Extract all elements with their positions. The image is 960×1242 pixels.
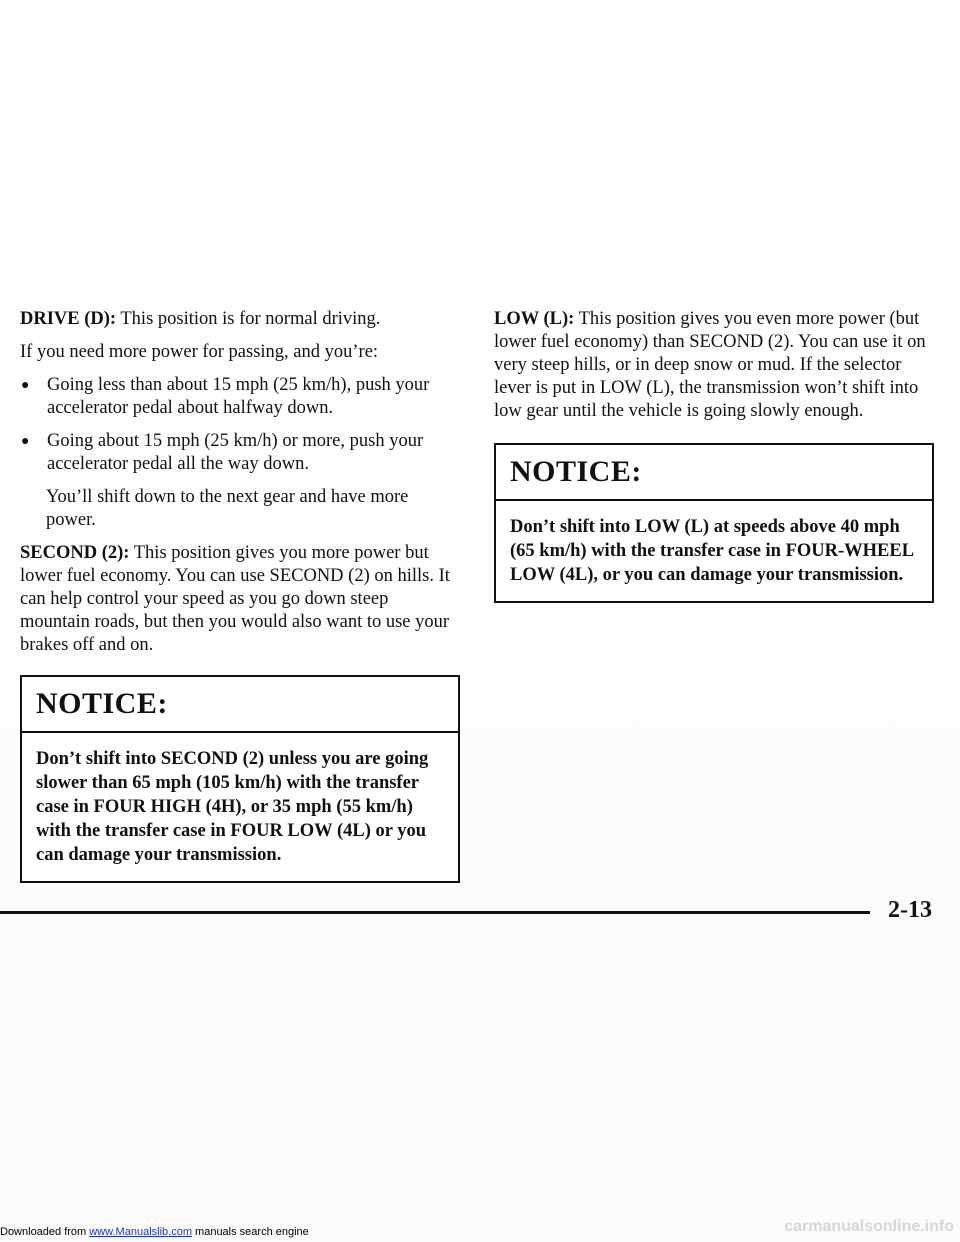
low-paragraph (494, 308, 934, 423)
left-column (20, 308, 460, 883)
bullet-text: Going about 15 mph (25 km/h) or more, push your accelerator pedal all the way down. (47, 431, 424, 474)
right-column (494, 308, 934, 603)
notice-text: Don’t shift into LOW (L) at speeds above 40 mph (65 km/h) with the transfer case in FOUR-WHEEL LOW (4L), or you can damage your transmission. (510, 517, 914, 585)
bullet-icon: ● (21, 434, 30, 449)
second-term: SECOND (2): (20, 543, 130, 563)
footer-prefix: Downloaded from (0, 1226, 90, 1238)
drive-text: This position is for normal driving. (116, 309, 381, 329)
notice-box-low (494, 443, 934, 603)
bullet-item (20, 430, 460, 476)
download-footer (0, 1226, 309, 1238)
low-term: LOW (L): (494, 309, 575, 329)
footer-suffix: manuals search engine (191, 1226, 309, 1238)
bullet-icon: ● (21, 378, 30, 393)
bullet-text: Going less than about 15 mph (25 km/h), push your accelerator pedal about halfway down. (47, 375, 430, 418)
second-paragraph (20, 542, 460, 657)
bullet-item (20, 374, 460, 420)
notice-title: NOTICE: (22, 677, 458, 733)
footer-rule (0, 911, 870, 914)
notice-title: NOTICE: (496, 445, 932, 501)
low-text: This position gives you even more power (but lower fuel economy) than SECOND (2). You can use it on very steep hills, or in deep snow or mud. If the selector lever is put in LOW (L), the transmission won’t shift into low gear until the vehicle is going slowly enough. (494, 309, 926, 421)
watermark-text: carmanualsonline.info (784, 1218, 954, 1235)
drive-paragraph (20, 308, 460, 331)
passing-intro: If you need more power for passing, and you’re: (20, 342, 379, 362)
shift-note: You’ll shift down to the next gear and have more power. (46, 487, 409, 530)
notice-box-second (20, 675, 460, 883)
second-text: This position gives you more power but lower fuel economy. You can use SECOND (2) on hills. It can help control your speed as you go down steep mountain roads, but then you would also want to use your brakes off and on. (20, 543, 450, 655)
manualslib-link[interactable]: www.Manualslib.com (89, 1226, 192, 1238)
page-number: 2-13 (888, 897, 932, 923)
notice-text: Don’t shift into SECOND (2) unless you are going slower than 65 mph (105 km/h) with the transfer case in FOUR HIGH (4H), or 35 mph (55 km/h) with the transfer case in FOUR LOW (4L) or you can damage your transmission. (36, 749, 429, 865)
drive-term: DRIVE (D): (20, 309, 117, 329)
